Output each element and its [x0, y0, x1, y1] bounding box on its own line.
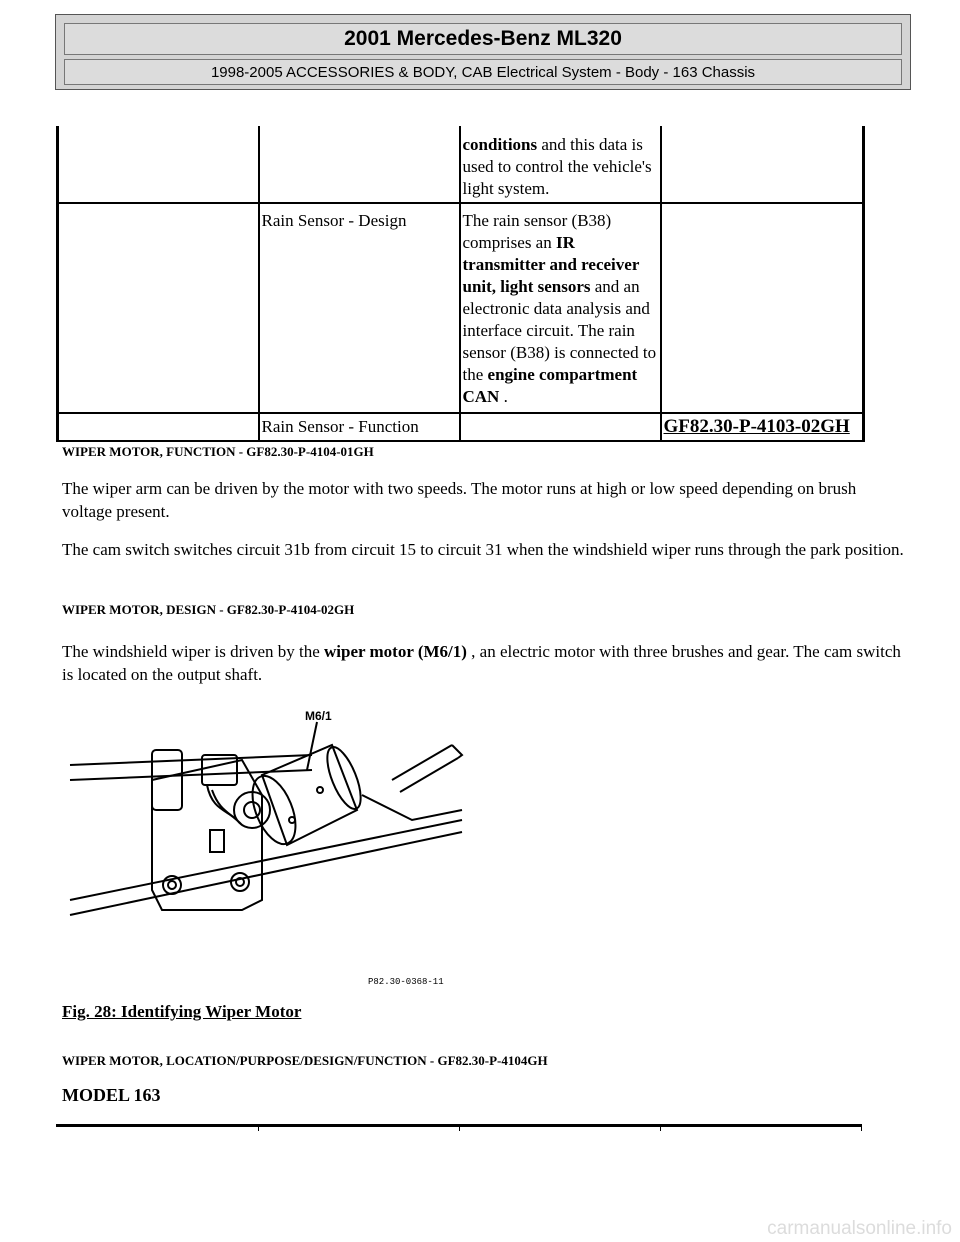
header-title: 2001 Mercedes-Benz ML320	[64, 23, 902, 55]
table-cell-label: Rain Sensor - Design	[259, 203, 460, 413]
figure-callout: M6/1	[305, 709, 332, 723]
rain-sensor-table	[56, 126, 865, 442]
watermark: carmanualsonline.info	[767, 1218, 952, 1239]
table-row	[58, 203, 864, 413]
paragraph: The wiper arm can be driven by the motor with two speeds. The motor runs at high or low speed depending on brush voltage present.	[62, 479, 857, 521]
wiper-motor-drawing	[62, 700, 482, 990]
table-divider	[459, 1124, 460, 1131]
section-heading: WIPER MOTOR, DESIGN - GF82.30-P-4104-02GH	[62, 602, 355, 617]
model-heading: MODEL 163	[62, 1085, 161, 1105]
page-header	[55, 14, 911, 90]
section-heading: WIPER MOTOR, FUNCTION - GF82.30-P-4104-01GH	[62, 444, 374, 459]
figure-caption[interactable]: Fig. 28: Identifying Wiper Motor	[62, 1002, 302, 1021]
table-row	[58, 413, 864, 441]
table-row	[58, 126, 864, 203]
table-cell-description: conditions and this data is used to control the vehicle's light system.	[460, 126, 661, 203]
section-heading: WIPER MOTOR, LOCATION/PURPOSE/DESIGN/FUNCTION - GF82.30-P-4104GH	[62, 1053, 548, 1068]
table-divider	[861, 1124, 862, 1131]
paragraph: The windshield wiper is driven by the wiper motor (M6/1) , an electric motor with three brushes and gear. The cam switch is located on the output shaft.	[62, 642, 901, 684]
table-cell-label: Rain Sensor - Function	[259, 413, 460, 441]
table-divider	[660, 1124, 661, 1131]
header-subtitle: 1998-2005 ACCESSORIES & BODY, CAB Electrical System - Body - 163 Chassis	[64, 59, 902, 85]
paragraph: The cam switch switches circuit 31b from circuit 15 to circuit 31 when the windshield wiper runs through the park position.	[62, 540, 904, 559]
table-cell-code[interactable]	[661, 413, 864, 441]
wiper-motor-figure	[62, 700, 482, 990]
table-cell-description: The rain sensor (B38) comprises an IR transmitter and receiver unit, light sensors and an electronic data analysis and interface circuit. The rain sensor (B38) is connected to the engine compartment CAN .	[460, 203, 661, 413]
code-link[interactable]: GF82.30-P-4103-02GH	[663, 416, 850, 437]
figure-reference: P82.30-0368-11	[368, 977, 444, 987]
table-divider	[258, 1124, 259, 1131]
